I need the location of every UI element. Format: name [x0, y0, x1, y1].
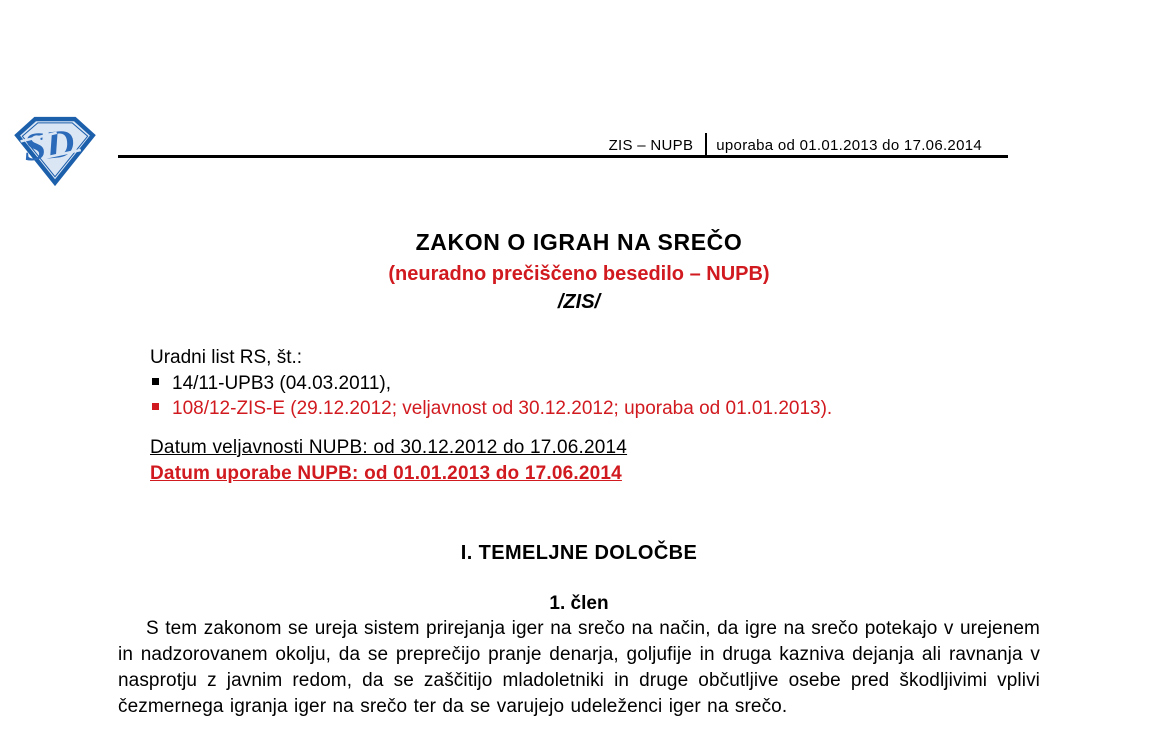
law-subtitle-nupb: (neuradno prečiščeno besedilo – NUPB) [388, 263, 770, 285]
header-doc-code: ZIS – NUPB [608, 137, 694, 154]
document-content [118, 0, 1040, 743]
logo-letters: SD [21, 120, 77, 170]
gazette-item-text: 108/12-ZIS-E (29.12.2012; veljavnost od 30.12.2012; uporaba od 01.01.2013). [172, 398, 833, 419]
sd-shield-logo-icon [12, 113, 98, 187]
sd-shield-logo [12, 113, 98, 187]
gazette-item-text: 14/11-UPB3 (04.03.2011), [172, 373, 391, 394]
header-usage-note: uporaba od 01.01.2013 do 17.06.2014 [716, 137, 982, 154]
law-title: ZAKON O IGRAH NA SREČO [415, 229, 743, 255]
validity-date-line: Datum veljavnosti NUPB: od 30.12.2012 do 17.06.2014 [150, 437, 628, 458]
article-heading: 1. člen [549, 593, 609, 614]
gazette-intro: Uradni list RS, št.: [150, 347, 303, 368]
bullet-square-icon [152, 378, 159, 385]
gazette-item [152, 398, 1074, 420]
law-short-code: /ZIS/ [557, 291, 601, 313]
usage-date-line: Datum uporabe NUPB: od 01.01.2013 do 17.06.2014 [150, 463, 622, 484]
article-paragraph: S tem zakonom se ureja sistem prirejanja iger na srečo na način, da igre na srečo potekajo v urejenem in nadzorovanem okolju, da se preprečijo pranje denarja, goljufije in druga kazniva dejanja ali ravnanja v nasprotju z javnim redom, da se zaščitijo mladoletniki in druge občutljive osebe pred škodljivimi vplivi čezmernega igranja iger na srečo ter da se varujejo udeleženci iger na srečo. [118, 618, 1040, 717]
bullet-square-icon [152, 403, 159, 410]
gazette-item [152, 373, 1074, 395]
chapter-heading: I. TEMELJNE DOLOČBE [460, 542, 698, 564]
